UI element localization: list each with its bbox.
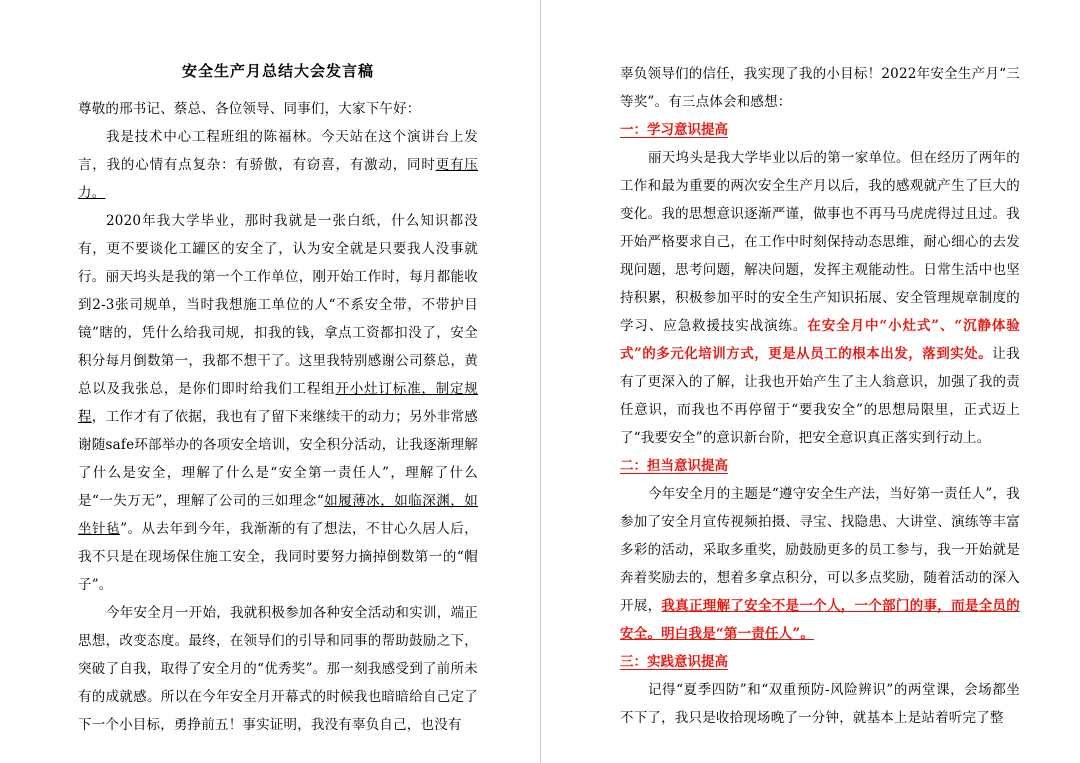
text-run: 记得“夏季四防”和“双重预防-风险辨识”的两堂课，会场都坐不下了，我只是收拾现场晚了一分钟，就基本上是站着听完了整	[620, 682, 1020, 726]
page-divider	[540, 0, 541, 763]
paragraph	[78, 123, 478, 207]
text-run: 辜负领导们的信任，我实现了我的小目标！2022年安全生产月“三等奖”。有三点体会和感想：	[620, 66, 1020, 110]
paragraph	[620, 676, 1020, 732]
text-run: 2020年我大学毕业，那时我就是一张白纸，什么知识都没有，更不要谈化工罐区的安全了，认为安全就是只要我人没事就行。丽天坞头是我的第一个工作单位，刚开始工作时，每月都能收到2-3张司规单，当时我想施工单位的人“不系安全带，不带护目镜”瞎的，凭什么给我司规，扣我的钱，拿点工资都扣没了，安全积分每月倒数第一，我都不想干了。这里我特别感谢公司蔡总，黄总以及我张总，是你们即时给我们工程组	[78, 213, 478, 397]
paragraph	[620, 480, 1020, 648]
text-run: 今年安全月一开始，我就积极参加各种安全活动和实训，端正思想，改变态度。最终，在领导们的引导和同事的帮助鼓励之下，突破了自我，取得了安全月的“优秀奖”。那一刻我感受到了前所未有的成就感。所以在今年安全月开幕式的时候我也暗暗给自己定了下一个小目标，勇挣前五！事实证明，我没有辜负自己，也没有	[78, 605, 478, 733]
text-run: 更有压力。	[78, 157, 479, 201]
text-run: 开小灶订标准，制定规程	[78, 381, 478, 425]
section-heading-1: 一：学习意识提高	[620, 122, 728, 138]
text-run: ，工作才有了依据，我也有了留下来继续干的动力；另外非常感谢随safe环部举办的各项安全培训，安全积分活动，让我逐渐理解了什么是安全，理解了什么是“安全第一责任人”，理解了什么是“一失万无”，理解了公司的三如理念“	[78, 409, 478, 509]
paragraph	[78, 599, 478, 739]
page-title: 安全生产月总结大会发言稿	[181, 62, 374, 80]
salutation: 尊敬的邢书记、蔡总、各位领导、同事们，大家下午好：	[78, 101, 421, 117]
left-column	[78, 0, 478, 739]
text-run: 今年安全月的主题是“遵守安全生产法，当好第一责任人”，我参加了安全月宣传视频拍摄、寻宝、找隐患、大讲堂、演练等丰富多彩的活动，采取多重奖，励鼓励更多的员工参与，我一开始就是奔着奖励去的，想着多拿点积分，可以多点奖励，随着活动的深入开展，	[620, 486, 1020, 614]
text-run: 在安全月中“小灶式”、“沉静体验式”的多元化培训方式，更是从员工的根本出发，落到实处。	[620, 318, 1020, 362]
text-run: 让我有了更深入的了解，让我也开始产生了主人翁意识，加强了我的责任意识，而我也不再停留于“要我安全”的思想局限里，正式迈上了“我要安全”的意识新台阶，把安全意识真正落实到行动上。	[620, 346, 1020, 446]
text-run: 如履薄冰，如临深渊，如坐针毡	[78, 493, 478, 537]
paragraph	[620, 60, 1020, 116]
text-run: 我是技术中心工程班组的陈福林。今天站在这个演讲台上发言，我的心情有点复杂：有骄傲，有窃喜，有激动，同时	[78, 129, 478, 173]
text-run: ”。从去年到今年，我渐渐的有了想法，不甘心久居人后，我不只是在现场保住施工安全，我同时要努力摘掉倒数第一的“帽子”。	[78, 521, 478, 593]
section-heading-2: 二：担当意识提高	[620, 458, 728, 474]
paragraph	[78, 207, 478, 599]
section-heading-3: 三：实践意识提高	[620, 654, 728, 670]
right-column	[620, 0, 1020, 732]
text-run: 我真正理解了安全不是一个人，一个部门的事，而是全员的安全。明白我是“第一责任人”。	[620, 598, 1020, 642]
text-run: 丽天坞头是我大学毕业以后的第一家单位。但在经历了两年的工作和最为重要的两次安全生产月以后，我的感观就产生了巨大的变化。我的思想意识逐渐严谨，做事也不再马马虎虎得过且过。我开始严格要求自己，在工作中时刻保持动态思维，耐心细心的去发现问题，思考问题，解决问题，发挥主观能动性。日常生活中也坚持积累，积极参加平时的安全生产知识拓展、安全管理规章制度的学习、应急救援技实战演练。	[620, 150, 1020, 334]
paragraph	[620, 144, 1020, 452]
